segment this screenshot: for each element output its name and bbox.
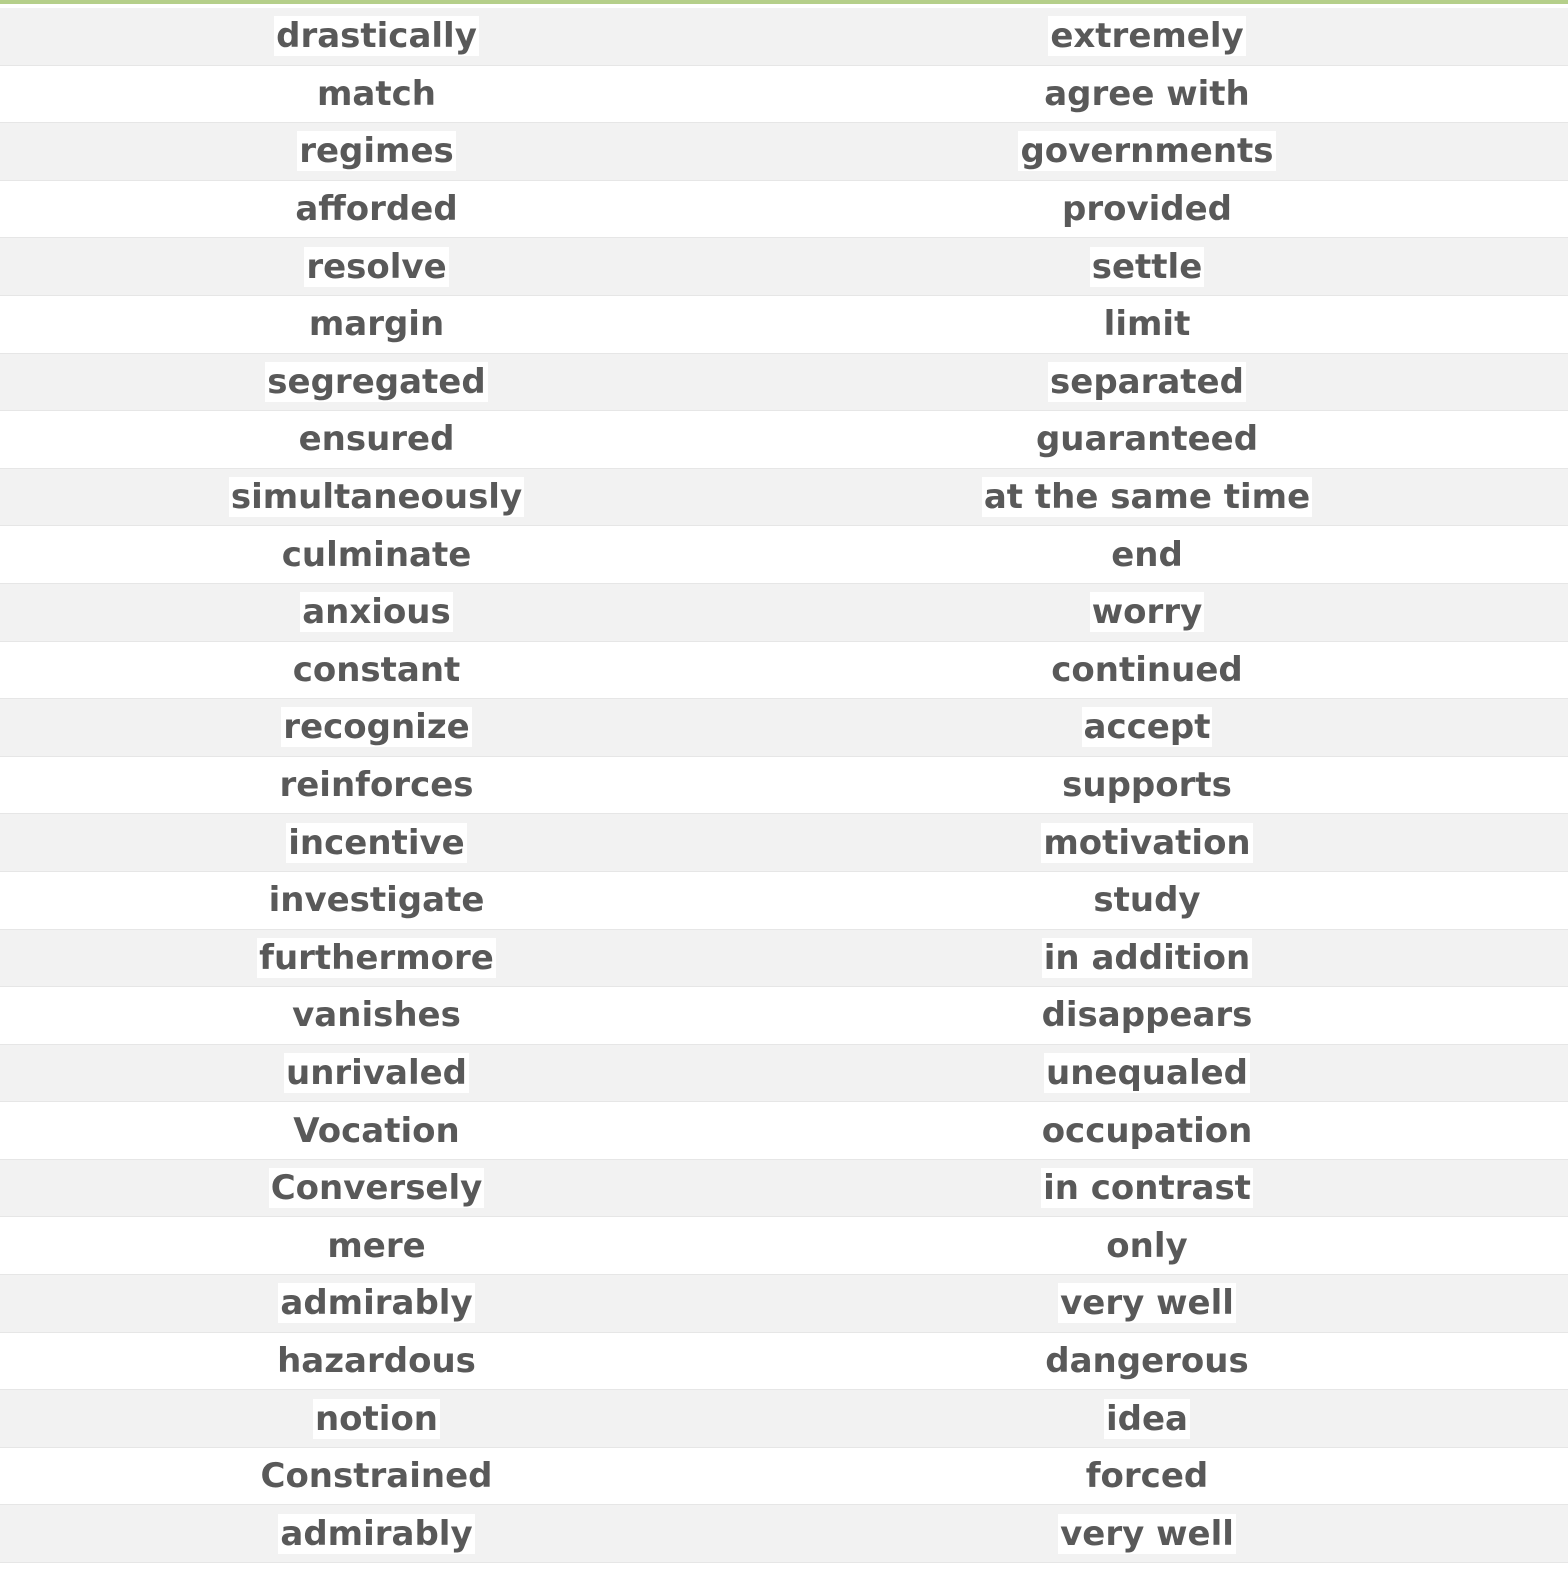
meaning-cell — [763, 642, 1531, 699]
meaning-text: unequaled — [1045, 1052, 1248, 1093]
meaning-text: very well — [1060, 1283, 1234, 1324]
meaning-cell — [763, 8, 1531, 65]
term-text: constant — [292, 649, 461, 690]
meaning-cell — [763, 66, 1531, 123]
meaning-cell — [763, 526, 1531, 583]
term-cell — [0, 1390, 753, 1447]
meaning-cell — [763, 181, 1531, 238]
meaning-text: separated — [1050, 361, 1244, 402]
term-text: resolve — [306, 246, 447, 287]
table-row — [0, 526, 1568, 584]
meaning-cell — [763, 238, 1531, 295]
term-text: admirably — [280, 1513, 473, 1554]
term-text: match — [317, 73, 436, 114]
meaning-text: worry — [1091, 592, 1203, 633]
term-text: drastically — [276, 16, 477, 57]
table-row — [0, 66, 1568, 124]
meaning-cell — [763, 930, 1531, 987]
meaning-cell — [763, 1505, 1531, 1562]
meaning-text: end — [1111, 534, 1183, 575]
meaning-text: accept — [1083, 707, 1211, 748]
term-cell — [0, 1217, 753, 1274]
term-cell — [0, 66, 753, 123]
meaning-cell — [763, 123, 1531, 180]
meaning-text: very well — [1060, 1513, 1234, 1554]
term-cell — [0, 238, 753, 295]
table-row — [0, 1217, 1568, 1275]
meaning-cell — [763, 469, 1531, 526]
meaning-text: study — [1093, 880, 1201, 921]
term-text: culminate — [281, 534, 472, 575]
meaning-cell — [763, 814, 1531, 871]
term-text: margin — [308, 304, 445, 345]
meaning-text: in contrast — [1043, 1168, 1251, 1209]
table-row — [0, 1505, 1568, 1563]
meaning-text: provided — [1061, 189, 1233, 230]
term-cell — [0, 354, 753, 411]
meaning-cell — [763, 872, 1531, 929]
meaning-text: occupation — [1041, 1110, 1253, 1151]
term-cell — [0, 930, 753, 987]
table-row — [0, 1390, 1568, 1448]
term-text: hazardous — [277, 1340, 476, 1381]
table-row — [0, 296, 1568, 354]
meaning-text: agree with — [1044, 73, 1250, 114]
meaning-text: continued — [1051, 649, 1243, 690]
table-row — [0, 238, 1568, 296]
table-row — [0, 1160, 1568, 1218]
table-row — [0, 987, 1568, 1045]
term-cell — [0, 469, 753, 526]
term-text: afforded — [295, 189, 458, 230]
meaning-cell — [763, 1390, 1531, 1447]
meaning-cell — [763, 354, 1531, 411]
term-cell — [0, 1448, 753, 1505]
term-text: Constrained — [260, 1456, 493, 1497]
term-cell — [0, 296, 753, 353]
term-text: segregated — [267, 361, 486, 402]
meaning-cell — [763, 1275, 1531, 1332]
meaning-text: settle — [1091, 246, 1203, 287]
term-cell — [0, 1045, 753, 1102]
term-cell — [0, 584, 753, 641]
meaning-cell — [763, 296, 1531, 353]
term-cell — [0, 814, 753, 871]
term-cell — [0, 757, 753, 814]
meaning-cell — [763, 411, 1531, 468]
meaning-cell — [763, 987, 1531, 1044]
table-row — [0, 1275, 1568, 1333]
term-text: furthermore — [259, 937, 494, 978]
meaning-text: forced — [1085, 1456, 1209, 1497]
meaning-cell — [763, 1102, 1531, 1159]
term-cell — [0, 699, 753, 756]
meaning-cell — [763, 584, 1531, 641]
term-text: mere — [327, 1225, 426, 1266]
table-row — [0, 354, 1568, 412]
term-text: incentive — [288, 822, 465, 863]
term-text: ensured — [298, 419, 455, 460]
term-text: investigate — [268, 880, 485, 921]
term-cell — [0, 181, 753, 238]
term-cell — [0, 987, 753, 1044]
meaning-cell — [763, 1045, 1531, 1102]
term-text: admirably — [280, 1283, 473, 1324]
meaning-text: disappears — [1041, 995, 1253, 1036]
table-row — [0, 872, 1568, 930]
table-row — [0, 584, 1568, 642]
meaning-cell — [763, 699, 1531, 756]
term-cell — [0, 526, 753, 583]
meaning-text: only — [1106, 1225, 1188, 1266]
term-cell — [0, 1102, 753, 1159]
table-row — [0, 123, 1568, 181]
table-row — [0, 469, 1568, 527]
meaning-cell — [763, 1448, 1531, 1505]
term-text: simultaneously — [230, 477, 523, 518]
table-row — [0, 181, 1568, 239]
meaning-text: idea — [1106, 1398, 1188, 1439]
table-row — [0, 930, 1568, 988]
term-cell — [0, 123, 753, 180]
table-row — [0, 814, 1568, 872]
meaning-text: motivation — [1043, 822, 1251, 863]
table-row — [0, 1045, 1568, 1103]
meaning-text: limit — [1103, 304, 1191, 345]
table-row — [0, 8, 1568, 66]
table-row — [0, 1102, 1568, 1160]
term-text: unrivaled — [286, 1052, 467, 1093]
term-cell — [0, 8, 753, 65]
term-text: Vocation — [293, 1110, 460, 1151]
term-text: regimes — [299, 131, 454, 172]
meaning-text: dangerous — [1045, 1340, 1249, 1381]
meaning-cell — [763, 1333, 1531, 1390]
term-cell — [0, 872, 753, 929]
top-border — [0, 0, 1568, 4]
term-text: recognize — [283, 707, 470, 748]
table-row — [0, 757, 1568, 815]
term-text: Conversely — [270, 1168, 483, 1209]
meaning-text: governments — [1020, 131, 1274, 172]
table-row — [0, 411, 1568, 469]
term-cell — [0, 1333, 753, 1390]
term-text: vanishes — [292, 995, 461, 1036]
meaning-text: in addition — [1043, 937, 1251, 978]
term-cell — [0, 1275, 753, 1332]
term-text: notion — [314, 1398, 439, 1439]
term-text: anxious — [302, 592, 451, 633]
term-cell — [0, 1505, 753, 1562]
term-text: reinforces — [279, 765, 474, 806]
table-row — [0, 642, 1568, 700]
meaning-cell — [763, 1160, 1531, 1217]
term-cell — [0, 411, 753, 468]
meaning-cell — [763, 757, 1531, 814]
meaning-text: extremely — [1050, 16, 1244, 57]
table-row — [0, 1333, 1568, 1391]
vocabulary-table — [0, 8, 1568, 1563]
term-cell — [0, 1160, 753, 1217]
table-row — [0, 1448, 1568, 1506]
meaning-cell — [763, 1217, 1531, 1274]
meaning-text: guaranteed — [1035, 419, 1259, 460]
table-row — [0, 699, 1568, 757]
term-cell — [0, 642, 753, 699]
meaning-text: at the same time — [983, 477, 1311, 518]
meaning-text: supports — [1062, 765, 1232, 806]
